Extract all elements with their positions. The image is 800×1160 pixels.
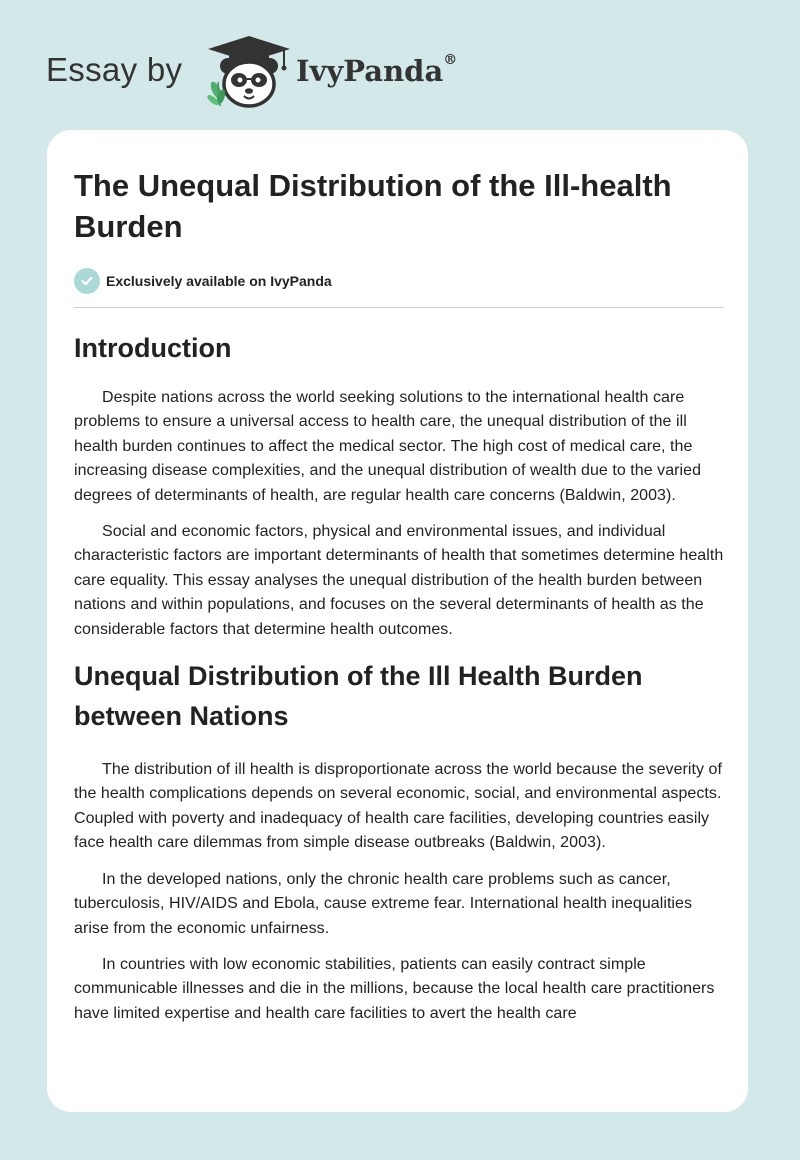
title-divider [74, 307, 724, 308]
checkmark-icon [74, 268, 100, 294]
ivypanda-logo-icon[interactable] [204, 34, 294, 108]
exclusive-label: Exclusively available on IvyPanda [106, 273, 332, 289]
paragraph: The distribution of ill health is disproportionate across the world because the severity of the health complications depends on several economic, social, and environmental aspects. Coupled with poverty and inadequacy of health care facilities, developing countries easily face health care dilemmas from simple disease outbreaks (Baldwin, 2003). [74, 761, 722, 852]
paragraph: In the developed nations, only the chronic health care problems such as cancer, tuberculosis, HIV/AIDS and Ebola, cause extreme fear. International health inequalities arise from the economic unfairness. [74, 870, 693, 937]
essay-title: The Unequal Distribution of the Ill-health Burden [74, 168, 672, 244]
section-heading-unequal-distribution: Unequal Distribution of the Ill Health Burden between Nations [74, 661, 643, 732]
brand-name[interactable] [296, 54, 457, 88]
essay-by-label: Essay by [46, 51, 183, 88]
paragraph: Social and economic factors, physical and environmental issues, and individual characteristic factors are important determinants of health that sometimes determine health care equality. This essay analyses the unequal distribution of the health burden between nations and within populations, and focuses on the several determinants of health as the considerable factors that determine health outcomes. [74, 523, 724, 638]
paragraph: In countries with low economic stabilities, patients can easily contract simple communicable illnesses and die in the millions, because the local health care practitioners have limited expertise and health care facilities to avert the health care [74, 955, 715, 1022]
paragraph: Despite nations across the world seeking solutions to the international health care problems to ensure a universal access to health care, the unequal distribution of the ill health burden continues to affect the medical sector. The high cost of medical care, the increasing disease complexities, and the unequal distribution of wealth due to the varied degrees of determinants of health, are regular health care concerns (Baldwin, 2003). [74, 389, 702, 504]
registered-mark: ® [443, 52, 458, 68]
section-heading-introduction: Introduction [74, 333, 232, 363]
essay-card [47, 130, 748, 1112]
site-header [46, 34, 546, 114]
exclusive-badge [74, 267, 724, 295]
brand-text: IvyPanda [296, 54, 444, 88]
essay-content [74, 165, 724, 1038]
